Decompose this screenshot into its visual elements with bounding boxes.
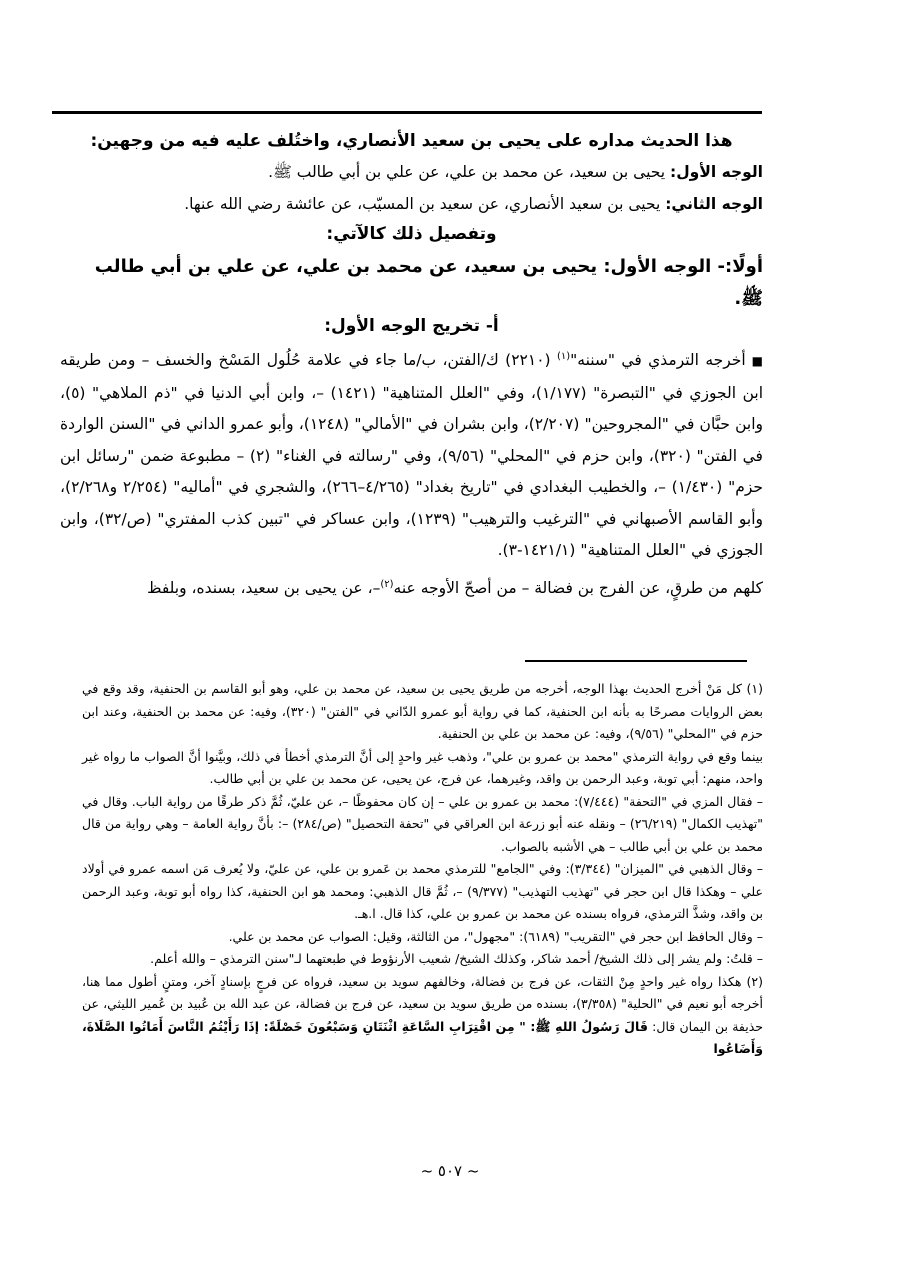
aspect-one-label: الوجه الأول: [670,163,763,181]
aspect-two-label: الوجه الثاني: [665,195,763,213]
footnote-ref-2[interactable]: (٢) [380,578,394,590]
section-one-heading [60,251,763,315]
main-heading: هذا الحديث مداره على يحيى بن سعيد الأنصاري، واختُلف عليه فيه من وجهين: [90,131,733,151]
main-text [60,124,763,604]
section-one-text: يحيى بن سعيد، عن محمد بن علي، عن علي بن أبي طالب ﷺ. [94,256,763,309]
takhrij-rest: (٢٢١٠) ك/الفتن، ب/ما جاء في علامة حُلُول المَسْخ والخسف – ومن طريقه ابن الجوزي في "التبصرة" (١/١٧٧)، وفي "العلل المتناهية" (١٤٢١) –، وابن أبي الدنيا في "ذم الملاهي" (٥)، وابن حبَّان في "المجروحين" (٢/٢٠٧)، وابن بشران في "الأمالي" (١٢٤٨)، وأبو عمرو الداني في "السنن الواردة في الفتن" (٣٢٠)، وابن حزم في "المحلي" (٩/٥٦)، وفي "رسالته في الغناء" (٢) – مطبوعة ضمن "رسائل ابن حزم" (١/٤٣٠) –، والخطيب البغدادي في "تاريخ بغداد" (٤/٢٦٥–٢٦٦)، والشجري في "أماليه" (٢/٢٥٤ و٢/٢٦٨)، وأبو القاسم الأصبهاني في "الترغيب والترهيب" (١٢٣٩)، وابن عساكر في "تبين كذب المفتري" (ص/٣٢)، وابن الجوزي في "العلل المتناهية" (١٤٢١/١-٣). [60,351,764,559]
footnote-1-para-2: بينما وقع في رواية الترمذي "محمد بن عمرو بن علي"، وذهب غير واحدٍ إلى أنَّ الترمذي أخطأ في ذلك، وبيَّنوا أنَّ الصواب ما رواه غير واحد، منهم: أبي توبة، وعبد الرحمن بن واقد، وغيرهما، عن فرج، عن يحيى، عن محمد بن علي بن أبي طالب. [82,748,763,786]
footnote-1: (١) كل مَنْ أخرج الحديث بهذا الوجه، أخرجه من طريق يحيى بن سعيد، عن محمد بن علي، وهو أبو القاسم بن الحنفية، وقد وقع في بعض الروايات مصرحًا به بأنه ابن الحنفية، كما في رواية أبو عمرو الدّاني في "الفتن" (٣٢٠)، وفيه: عن محمد بن الحنفية، وعند ابن حزم في "المحلي" (٩/٥٦)، وفيه: عن محمد بن علي بن الحنفية. [82,681,763,741]
takhrij-start: أخرجه الترمذي في "سننه" [570,351,746,369]
aspect-one-text: يحيى بن سعيد، عن محمد بن علي، عن علي بن أبي طالب ﷺ. [268,163,671,181]
footnote-1-para-4: – وقال الذهبي في "الميزان" (٣/٣٤٤): وفي "الجامع" للترمذي محمد بن عَمرو بن علي، عن عليّ، ولا يُعرف مَن اسمه عمرو في أولاد علي – وهكذا قال ابن حجر في "تهذيب التهذيب" (٩/٣٧٧) –، ثُمَّ قال الذهبي: ومحمد هو ابن الحنفية، كذا رواه أبو توبة، وعبد الرحمن بن واقد، وشذَّ الترمذي، فرواه بسنده عن محمد بن عمرو بن علي، كذا قال. ا.هـ. [82,861,763,921]
footnote-2-hadith-quote: قَالَ رَسُولُ اللهِ ﷺ: " مِن اقْتِرَابِ السَّاعَةِ اثْنَتَانِ وَسَبْعُونَ خَصْلَةً: إذَا رَأَيْتُمُ النَّاسَ أَمَاتُوا الصَّلَاةَ، وَأَضَاعُوا [82,1018,763,1056]
aspect-two-text: يحيى بن سعيد الأنصاري، عن سعيد بن المسيّب، عن عائشة رضي الله عنها. [184,195,666,213]
footnotes [82,678,763,1061]
aspect-one [60,158,763,187]
chain-start: كلهم من طرقٍ، عن الفرج بن فضالة – من أصحّ الأوجه عنه [393,578,763,597]
footnote-1-para-5: – وقال الحافظ ابن حجر في "التقريب" (٦١٨٩): "مجهول"، من الثالثة، وقيل: الصواب عن محمد بن علي. [228,928,763,944]
subsection-heading: أ- تخريج الوجه الأول: [324,316,499,336]
footnote-1-para-3: – فقال المزي في "التحفة" (٧/٤٤٤): محمد بن عمرو بن علي – إن كان محفوظًا –، عن عليّ، ثُمَّ ذكر طرقًا من رواية الباب. وقال في "تهذيب الكمال" (٢٦/٢١٩) – ونقله عنه أبو زرعة ابن العراقي في "تحفة التحصيل" (ص/٢٨٤) –: بأنَّ رواية العامة – وهي رواية من قال محمد بن علي بن أبي طالب – هي الأشبه بالصواب. [82,793,763,854]
detail-heading: وتفصيل ذلك كالآتي: [326,224,497,244]
footnote-ref-1[interactable]: (١) [556,350,571,362]
footnote-1-para-6: – قلتُ: ولم يشر إلى ذلك الشيخ/ أحمد شاكر، وكذلك الشيخ/ شعيب الأرنؤوط في طبعتهما لـ"سنن الترمذي – والله أعلم. [150,951,763,966]
footnote-2-text: (٢) هكذا رواه غير واحدٍ مِنْ الثقات، عن فرج بن فضالة، وخالفهم سويد بن سعيد، فرواه عن فرجٍ بإسنادٍ آخر، ومتنٍ أطول مما هنا، أخرجه أبو نعيم في "الحلية" (٣/٣٥٨)، بسنده من طريق سويد بن سعيد، عن فرج بن فضالة، عن عبد الله بن عُبيد بن عُمير الليثي، عن حذيفة بن اليمان قال: [82,973,764,1034]
chain-paragraph [60,573,763,605]
aspect-two [60,190,763,219]
footnote-rule [525,660,747,662]
top-rule [52,111,762,114]
chain-rest: –، عن يحيى بن سعيد، بسنده، وبلفظ [147,578,381,597]
section-one-prefix: أولًا:- الوجه الأول: [603,256,763,277]
footnote-2 [82,971,763,1061]
page-number: ~ ٥٠٧ ~ [420,1162,480,1180]
takhrij-paragraph [60,345,763,567]
bullet-icon: ■ [751,354,763,368]
